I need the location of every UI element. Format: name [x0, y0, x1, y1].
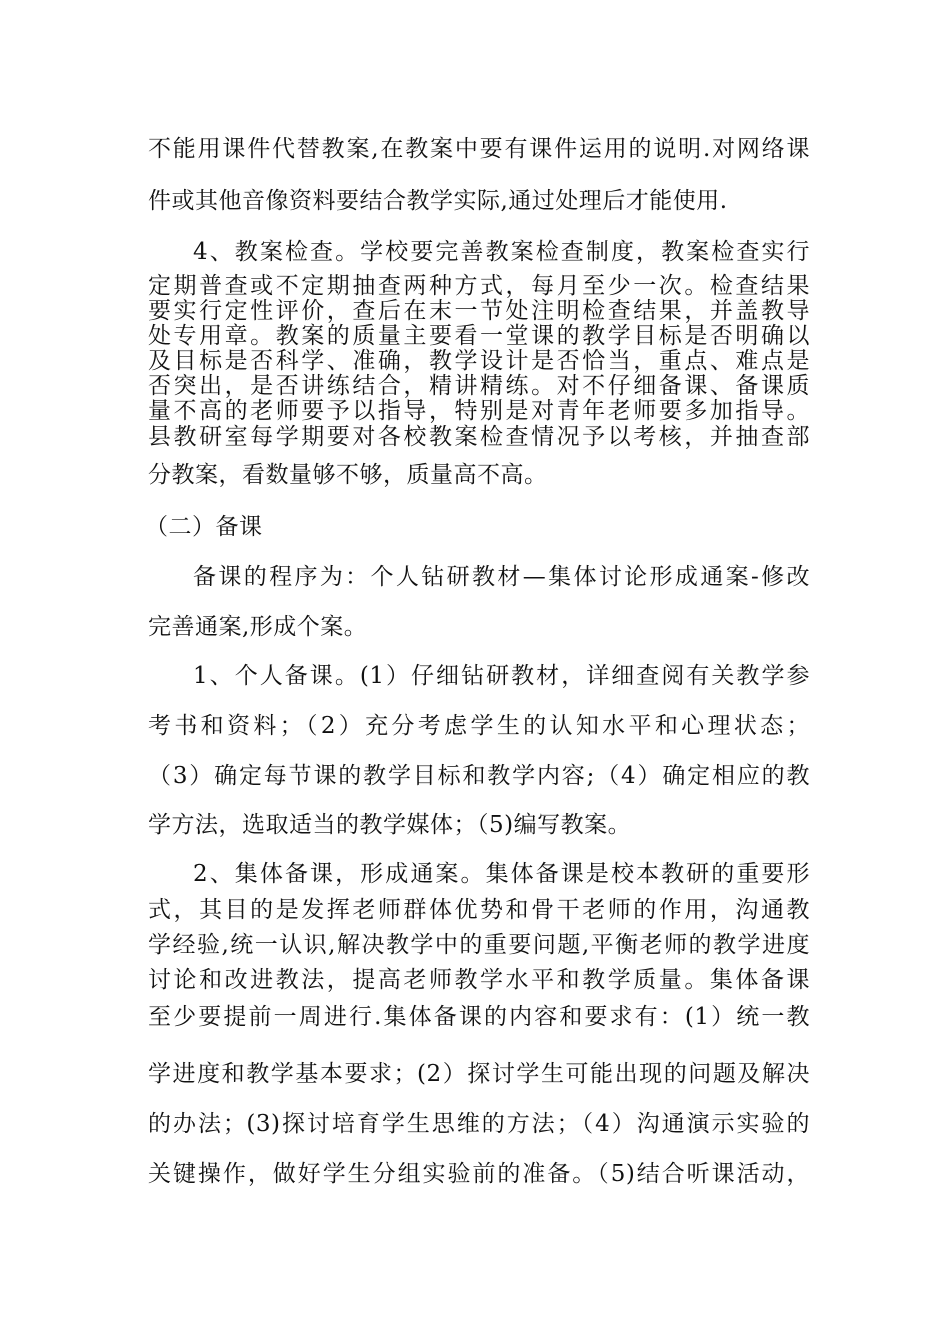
text-line: 量不高的老师要予以指导，特别是对青年老师要多加指导。 [148, 398, 810, 424]
text-line: 及目标是否科学、准确，教学设计是否恰当，重点、难点是 [148, 348, 810, 374]
text-line: 学进度和教学基本要求；(2）探讨学生可能出现的问题及解决 [148, 1061, 810, 1087]
text-line: 式，其目的是发挥老师群体优势和骨干老师的作用，沟通教 [148, 897, 810, 923]
text-line: 否突出，是否讲练结合，精讲精练。对不仔细备课、备课质 [148, 373, 810, 399]
text-line: 要实行定性评价，查后在末一节处注明检查结果，并盖教导 [148, 298, 810, 324]
section-heading: （二）备课 [145, 514, 263, 540]
text-line: 至少要提前一周进行.集体备课的内容和要求有：(1）统一教 [148, 1004, 810, 1030]
text-line: 分教案，看数量够不够，质量高不高。 [148, 462, 548, 488]
text-line: 县教研室每学期要对各校教案检查情况予以考核，并抽查部 [148, 424, 810, 450]
text-line: 学方法，选取适当的教学媒体；（5)编写教案。 [148, 812, 632, 838]
text-line: （3）确定每节课的教学目标和教学内容;（4）确定相应的教 [148, 763, 810, 789]
text-line: 件或其他音像资料要结合教学实际,通过处理后才能使用. [148, 188, 728, 214]
text-line: 考书和资料；（2）充分考虑学生的认知水平和心理状态； [148, 713, 810, 739]
text-line: 学经验,统一认识,解决教学中的重要问题,平衡老师的教学进度 [148, 932, 810, 958]
text-line: 1、个人备课。(1）仔细钻研教材，详细查阅有关教学参 [193, 663, 810, 689]
text-line: 定期普查或不定期抽查两种方式，每月至少一次。检查结果 [148, 273, 810, 299]
text-line: 关键操作，做好学生分组实验前的准备。（5)结合听课活动， [148, 1161, 810, 1187]
text-line: 完善通案,形成个案。 [148, 614, 368, 640]
text-line: 的办法；(3)探讨培育学生思维的方法；（4）沟通演示实验的 [148, 1111, 810, 1137]
text-line: 讨论和改进教法，提高老师教学水平和教学质量。集体备课 [148, 967, 810, 993]
text-line: 不能用课件代替教案,在教案中要有课件运用的说明.对网络课 [148, 136, 810, 162]
text-line: 备课的程序为：个人钻研教材—集体讨论形成通案-修改 [193, 564, 810, 590]
text-line: 2、集体备课，形成通案。集体备课是校本教研的重要形 [193, 861, 810, 887]
text-line: 处专用章。教案的质量主要看一堂课的教学目标是否明确以 [148, 323, 810, 349]
text-line: 4、教案检查。学校要完善教案检查制度，教案检查实行 [193, 239, 810, 265]
